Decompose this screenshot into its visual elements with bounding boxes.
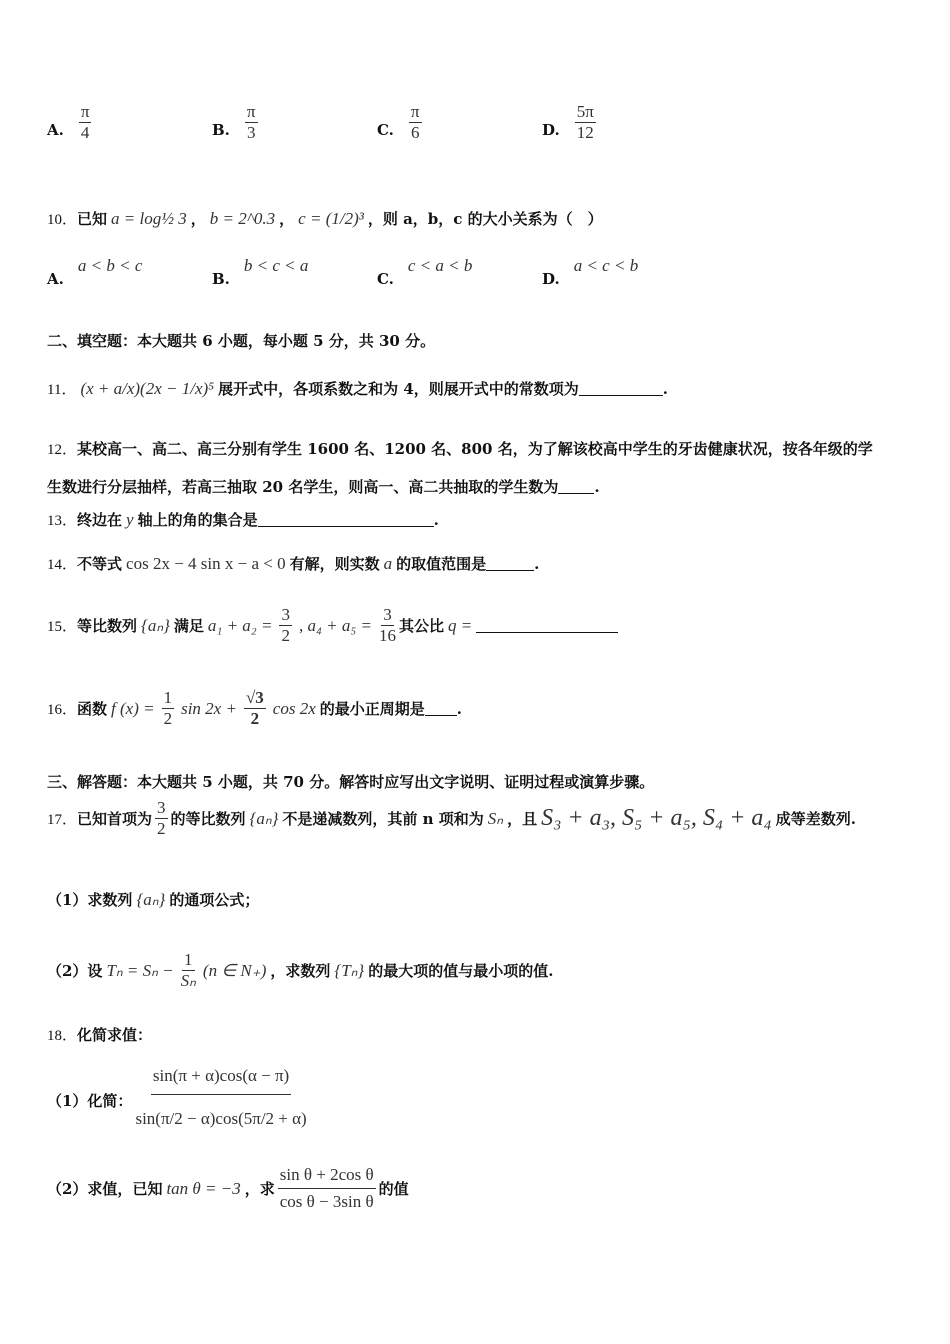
numerator: 1: [184, 950, 193, 969]
question-18-part-2: [47, 1162, 409, 1215]
text: （1）求数列: [47, 891, 133, 909]
option-label: D.: [542, 270, 560, 288]
text: 等比数列: [77, 617, 138, 635]
answer-blank[interactable]: [425, 701, 457, 716]
question-18-part-1: [47, 1058, 310, 1143]
question-17: [47, 798, 856, 839]
text: 函数: [77, 700, 108, 718]
text: 其公比: [398, 617, 444, 635]
math-b: b = 2^0.3: [209, 208, 276, 228]
math-expr: cos 2x: [272, 698, 316, 718]
numerator: 5π: [576, 102, 594, 121]
numerator: 3: [157, 798, 166, 817]
fraction: [409, 102, 422, 143]
text: 展开式中，各项系数之和为 4，则展开式中的常数项为: [218, 380, 579, 398]
numerator: √3: [245, 688, 264, 707]
denominator: 2: [281, 626, 290, 645]
text: 终边在: [77, 511, 123, 529]
option-b[interactable]: [212, 256, 312, 288]
question-number: 18．: [47, 1028, 78, 1044]
text: 某校高一、高二、高三分别有学生 1600 名、1200 名、800 名，为了解该校高中学生的牙齿健康状况，按各年级的学: [77, 440, 873, 458]
math-seq: {Tₙ}: [334, 960, 365, 980]
text: 的最小正周期是: [319, 700, 425, 718]
math-sn: Sₙ: [487, 808, 504, 828]
text: 化简求值：: [77, 1026, 153, 1044]
question-number: 10．: [47, 212, 78, 228]
denominator: 2: [250, 709, 260, 728]
text: 已知首项为: [77, 810, 153, 828]
text: 的最大项的值与最小项的值.: [368, 962, 554, 980]
denominator: sin(π/2 − α)cos(5π/2 + α): [135, 1109, 307, 1128]
question-14: [47, 553, 539, 574]
denominator: 4: [80, 123, 90, 142]
numerator: 3: [281, 605, 290, 624]
text: ，求: [244, 1180, 275, 1198]
option-d[interactable]: [542, 256, 642, 288]
fraction: [379, 605, 396, 646]
question-10: [47, 208, 603, 229]
fraction: [135, 1058, 306, 1143]
math-seq: {aₙ}: [136, 889, 166, 909]
denominator: 12: [576, 123, 594, 142]
math-expr: (x + a/x)(2x − 1/x)⁵: [80, 378, 215, 398]
option-label: C.: [377, 270, 394, 288]
math-expr: S₃ + a₃, S₅ + a₅, S₄ + a₄: [541, 805, 772, 831]
denominator: 2: [157, 819, 166, 838]
math-seq: {aₙ}: [249, 808, 279, 828]
fraction: [181, 950, 196, 991]
math-expr: , a₄ + a₅ =: [298, 615, 372, 635]
numerator: π: [80, 102, 90, 121]
question-13: [47, 509, 439, 530]
question-12-line2: [47, 476, 600, 497]
text: ，: [279, 210, 295, 228]
math-c: c = (1/2)³: [298, 208, 364, 228]
answer-blank[interactable]: [258, 512, 434, 527]
answer-blank[interactable]: [558, 479, 594, 494]
fraction: [245, 102, 258, 143]
question-number: 15．: [47, 619, 78, 635]
question-number: 11．: [47, 382, 77, 398]
question-11: [47, 378, 668, 399]
numerator: sin(π + α)cos(α − π): [151, 1058, 291, 1095]
denominator: 16: [378, 626, 396, 645]
text: 成等差数列.: [775, 810, 856, 828]
option-label: A.: [47, 270, 64, 288]
math-expr: f (x) =: [111, 698, 155, 718]
denominator: Sₙ: [180, 971, 196, 990]
text: （2）求值，已知: [47, 1180, 163, 1198]
text: 的等比数列: [170, 810, 246, 828]
option-c[interactable]: [377, 256, 476, 288]
fraction: [279, 605, 292, 646]
section-3-heading: 三、解答题：本大题共 5 小题，共 70 分。解答时应写出文字说明、证明过程或演算步骤。: [47, 773, 655, 791]
text: ，: [190, 210, 206, 228]
text: .: [433, 510, 439, 529]
math-expr: a₁ + a₂ =: [207, 615, 273, 635]
math-seq: {aₙ}: [141, 615, 170, 635]
option-c[interactable]: [377, 102, 425, 143]
text: 生数进行分层抽样，若高三抽取 20 名学生，则高一、高二共抽取的学生数为: [47, 478, 559, 496]
denominator: 2: [163, 709, 173, 728]
text: ，且: [507, 810, 538, 828]
option-label: C.: [377, 121, 394, 139]
question-number: 14．: [47, 557, 78, 573]
denominator: 6: [410, 123, 420, 142]
fraction: [155, 798, 168, 839]
question-15: [47, 605, 618, 646]
question-17-part-1: [47, 889, 259, 910]
math-cond: tan θ = −3: [166, 1178, 241, 1198]
denominator: cos θ − 3sin θ: [279, 1192, 374, 1211]
section-2-heading: 二、填空题：本大题共 6 小题，每小题 5 分，共 30 分。: [47, 332, 436, 350]
denominator: 3: [246, 123, 256, 142]
option-text: a < c < b: [573, 256, 639, 275]
numerator: 3: [383, 605, 392, 624]
math-var: y: [126, 509, 134, 529]
question-number: 16．: [47, 702, 78, 718]
text: .: [456, 699, 463, 718]
fraction: [278, 1162, 376, 1215]
option-a[interactable]: [47, 256, 146, 288]
option-a[interactable]: [47, 102, 94, 143]
question-number: 17．: [47, 812, 78, 828]
text: 有解，则实数: [289, 555, 380, 573]
text: ，则 a，b，c 的大小关系为（ ）: [367, 210, 603, 228]
option-text: a < b < c: [77, 256, 143, 275]
question-number: 13．: [47, 513, 78, 529]
fraction: [79, 102, 92, 143]
numerator: π: [246, 102, 256, 121]
fraction: [244, 688, 266, 729]
text: （2）设: [47, 962, 103, 980]
question-18: [47, 1024, 152, 1045]
math-expr: Tₙ = Sₙ −: [106, 960, 174, 980]
text: ，求数列: [270, 962, 331, 980]
answer-blank[interactable]: [476, 618, 618, 633]
option-label: D.: [542, 121, 560, 139]
answer-blank[interactable]: [579, 381, 663, 396]
answer-blank[interactable]: [486, 556, 534, 571]
numerator: π: [410, 102, 420, 121]
text: 轴上的角的集合是: [137, 511, 258, 529]
text: 已知: [77, 210, 108, 228]
text: 不是递减数列，其前 n 项和为: [282, 810, 484, 828]
text: （1）化简：: [47, 1092, 133, 1110]
question-16: [47, 688, 462, 729]
math-expr: cos 2x − 4 sin x − a < 0: [126, 553, 286, 573]
text: 的取值范围是: [396, 555, 487, 573]
question-17-part-2: [47, 950, 553, 991]
option-label: A.: [47, 121, 64, 139]
text: 的值: [378, 1180, 409, 1198]
text: .: [594, 477, 600, 496]
option-d[interactable]: [542, 102, 599, 143]
math-cond: (n ∈ N₊): [202, 960, 267, 980]
option-label: B.: [212, 270, 230, 288]
option-text: b < c < a: [243, 256, 309, 275]
numerator: 1: [163, 688, 173, 707]
fraction: [162, 688, 175, 729]
text: 满足: [173, 617, 204, 635]
question-12-line1: [47, 438, 873, 459]
text: .: [534, 554, 540, 573]
option-b[interactable]: [212, 102, 261, 143]
numerator: sin θ + 2cos θ: [278, 1162, 376, 1189]
math-q: q =: [447, 615, 473, 635]
text: 不等式: [77, 555, 123, 573]
math-var: a: [383, 553, 393, 573]
option-label: B.: [212, 121, 230, 139]
math-expr: sin 2x +: [181, 698, 237, 718]
text: .: [662, 379, 668, 398]
fraction: [575, 102, 596, 143]
text: 的通项公式；: [169, 891, 260, 909]
math-a: a = log½ 3: [111, 208, 187, 228]
question-number: 12．: [47, 442, 78, 458]
option-text: c < a < b: [407, 256, 473, 275]
